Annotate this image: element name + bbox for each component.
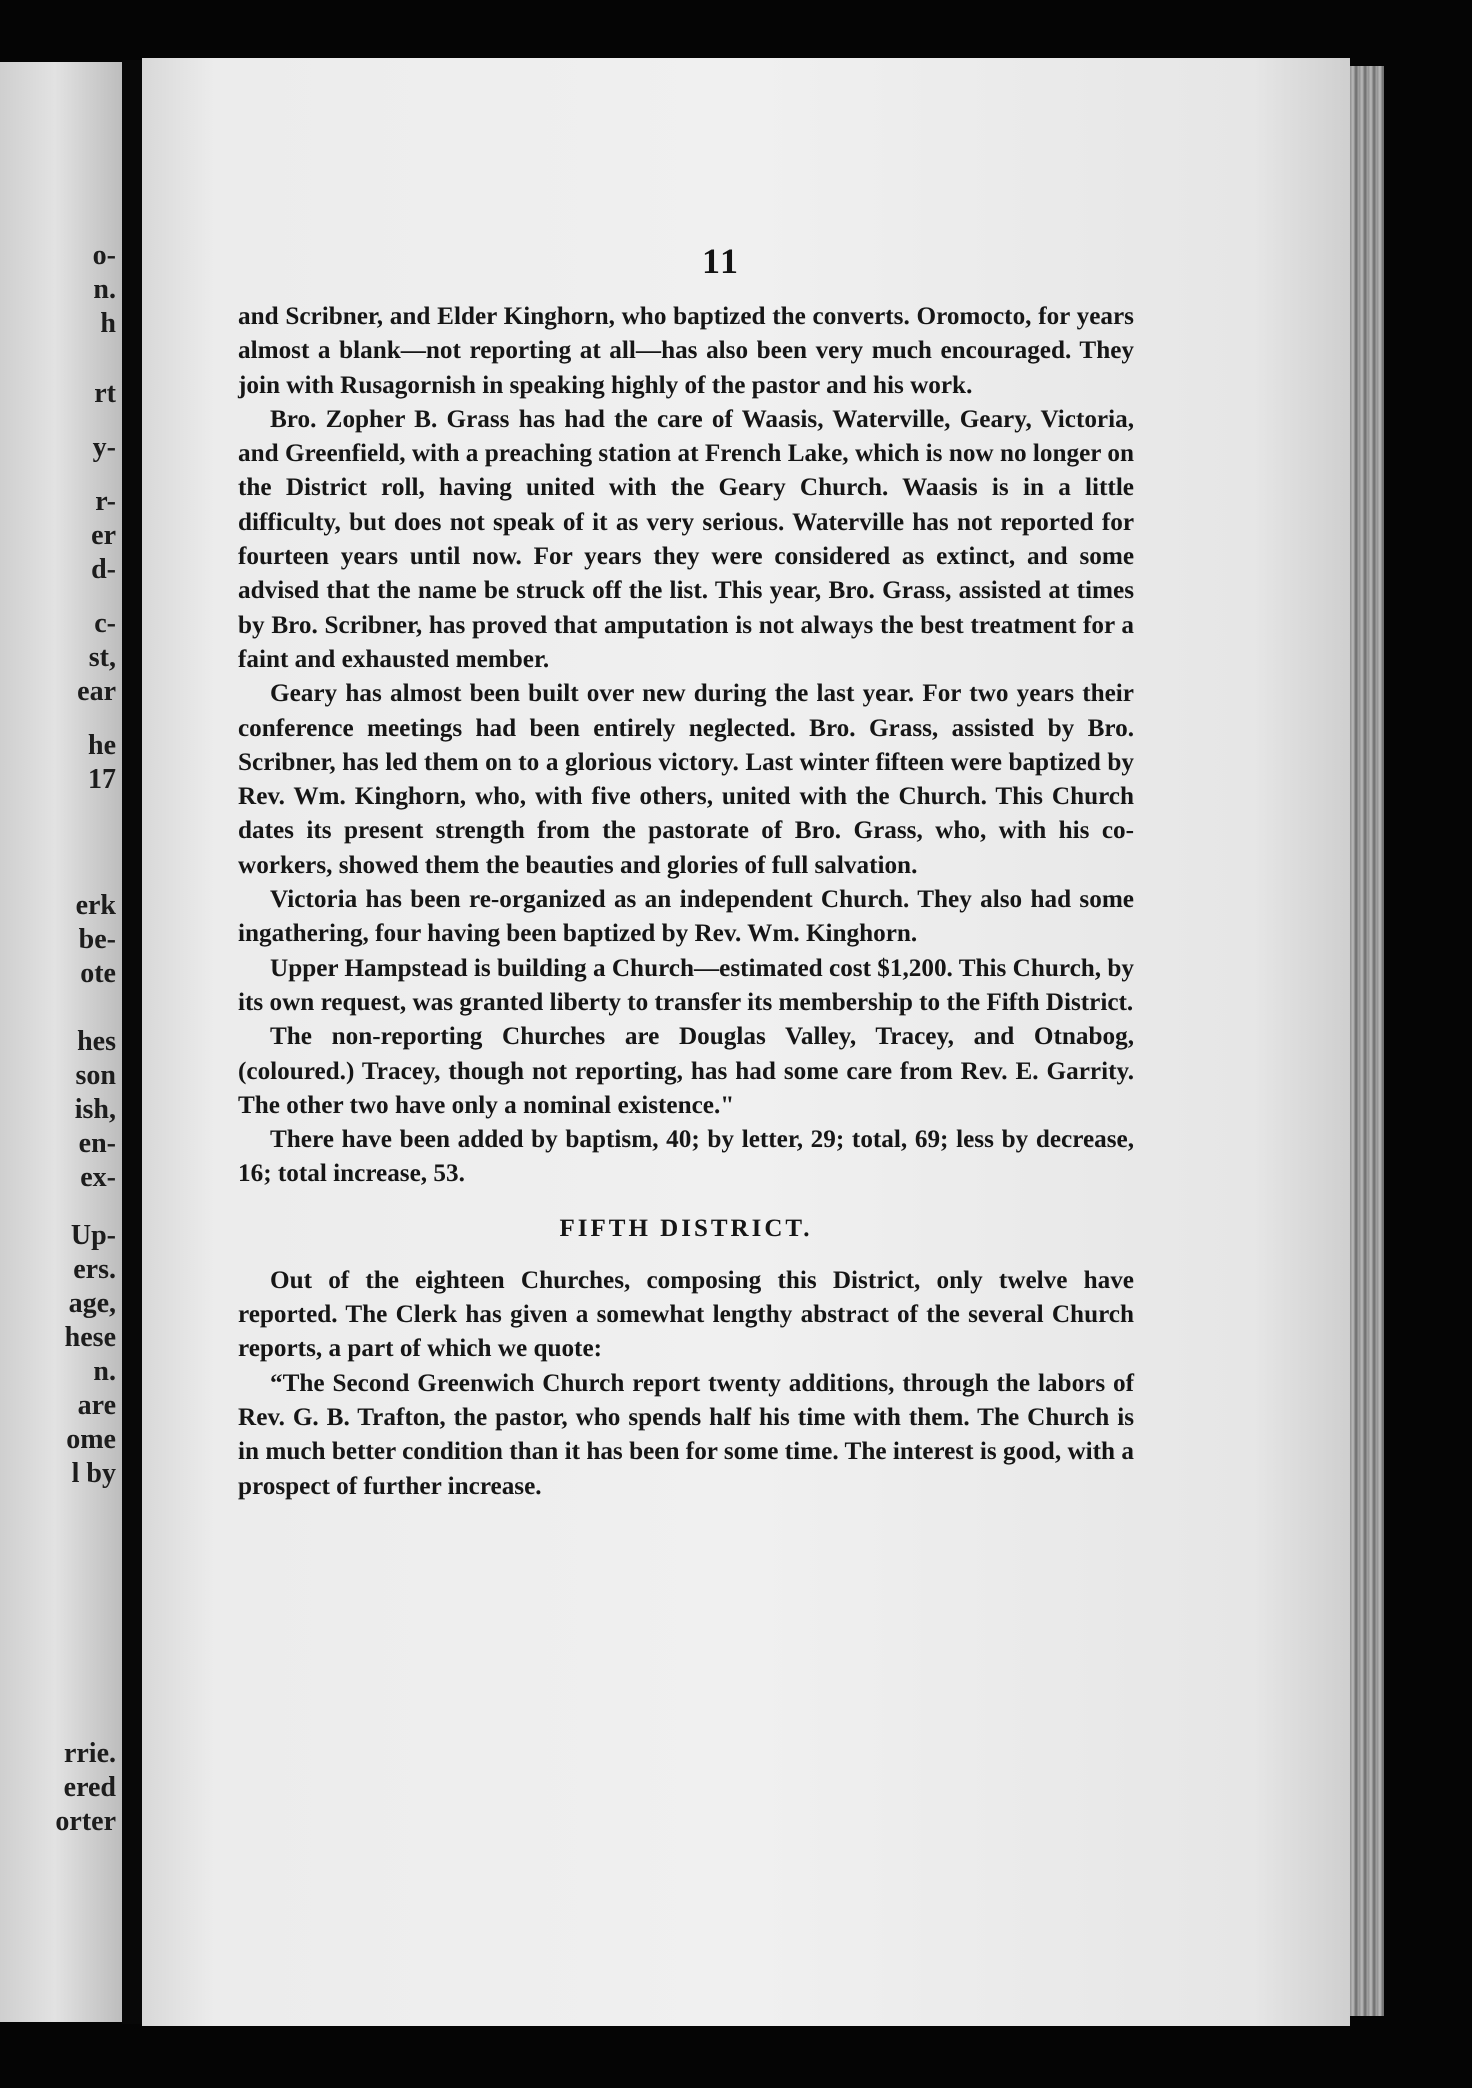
facing-page-fragment: n. (93, 274, 116, 305)
section-heading: FIFTH DISTRICT. (559, 1214, 813, 1242)
paragraph: and Scribner, and Elder Kinghorn, who baptized the converts. Oromocto, for years almost a blank—not reporting at all—has also been very much encouraged. They join with Rusagornish in speaking highly of the pastor and his work. (238, 303, 1134, 399)
facing-page-fragment: hes (77, 1026, 116, 1057)
facing-page-fragment: h (100, 308, 116, 339)
facing-page-fragment: d- (91, 554, 116, 585)
facing-page-fragment: ex- (80, 1162, 116, 1193)
facing-page-fragment: he (88, 730, 116, 761)
facing-page-fragment: l by (71, 1458, 116, 1489)
facing-page-fragment: o- (92, 240, 116, 271)
paragraph: Geary has almost been built over new during the last year. For two years their conference meetings had been entirely neglected. Bro. Grass, assisted by Bro. Scribner, has led them on to a glorious victory. Last winter fifteen were baptized by Rev. Wm. Kinghorn, who, with five others, united with the Church. This Church dates its present strength from the pastorate of Bro. Grass, who, with his co-workers, showed them the beauties and glories of full salvation. (238, 680, 1134, 879)
facing-page-fragment: n. (93, 1356, 116, 1387)
paragraph: Out of the eighteen Churches, composing this District, only twelve have reported. The Clerk has given a somewhat lengthy abstract of the several Church reports, a part of which we quote: (238, 1266, 1134, 1363)
facing-page-fragment: c- (94, 608, 116, 639)
page-edge (1350, 66, 1384, 2016)
facing-page-strip (0, 62, 122, 2022)
paragraph: There have been added by baptism, 40; by letter, 29; total, 69; less by decrease, 16; total increase, 53. (238, 1126, 1134, 1188)
facing-page-fragment: en- (78, 1128, 116, 1159)
facing-page-fragment: ish, (74, 1094, 116, 1125)
facing-page-fragment: rrie. (63, 1738, 116, 1769)
facing-page-fragment: son (75, 1060, 116, 1091)
facing-page-fragment: are (77, 1390, 116, 1421)
facing-page-fragment: er (91, 520, 116, 551)
facing-page-fragment: rt (94, 378, 116, 409)
page-number: 11 (701, 241, 740, 281)
facing-page-fragment: ers. (73, 1254, 116, 1285)
paragraph: Victoria has been re-organized as an independent Church. They also had some ingathering, four having been baptized by Rev. Wm. Kinghorn. (238, 886, 1134, 948)
facing-page-fragment: orter (55, 1806, 116, 1837)
facing-page-fragment: Up- (70, 1220, 116, 1251)
facing-page-fragment: ered (63, 1772, 116, 1803)
book-gutter (122, 60, 142, 2024)
facing-page-fragment: ote (80, 958, 116, 989)
paragraph: “The Second Greenwich Church report twenty additions, through the labors of Rev. G. B. Trafton, the pastor, who spends half his time with them. The Church is in much better condition than it has been for some time. The interest is good, with a prospect of further increase. (238, 1369, 1134, 1500)
facing-page-fragment: 17 (88, 764, 116, 795)
facing-page-fragment: be- (78, 924, 116, 955)
facing-page-fragment: r- (95, 486, 116, 517)
paragraph: Bro. Zopher B. Grass has had the care of Waasis, Waterville, Geary, Victoria, and Greenfield, with a preaching station at French Lake, which is now no longer on the District roll, having united with the Geary Church. Waasis is in a little difficulty, but does not speak of it as very serious. Waterville has not reported for fourteen years until now. For years they were considered as extinct, and some advised that the name be struck off the list. This year, Bro. Grass, assisted at times by Bro. Scribner, has proved that amputation is not always the best treatment for a faint and exhausted member. (238, 405, 1134, 673)
paragraph: The non-reporting Churches are Douglas Valley, Tracey, and Otnabog, (coloured.) Tracey, though not reporting, has had some care from Rev. E. Garrity. The other two have only a nominal existence." (238, 1023, 1134, 1119)
page-body (238, 300, 1134, 1504)
facing-page-fragment: ome (66, 1424, 116, 1455)
facing-page-fragment: erk (75, 890, 116, 921)
facing-page-fragment: age, (68, 1288, 116, 1319)
paragraph: Upper Hampstead is building a Church—estimated cost $1,200. This Church, by its own request, was granted liberty to transfer its membership to the Fifth District. (238, 954, 1134, 1016)
facing-page-fragment: st, (88, 642, 116, 673)
facing-page-fragment: y- (92, 432, 116, 463)
facing-page-fragment: ear (77, 676, 116, 707)
facing-page-fragment: hese (64, 1322, 116, 1353)
